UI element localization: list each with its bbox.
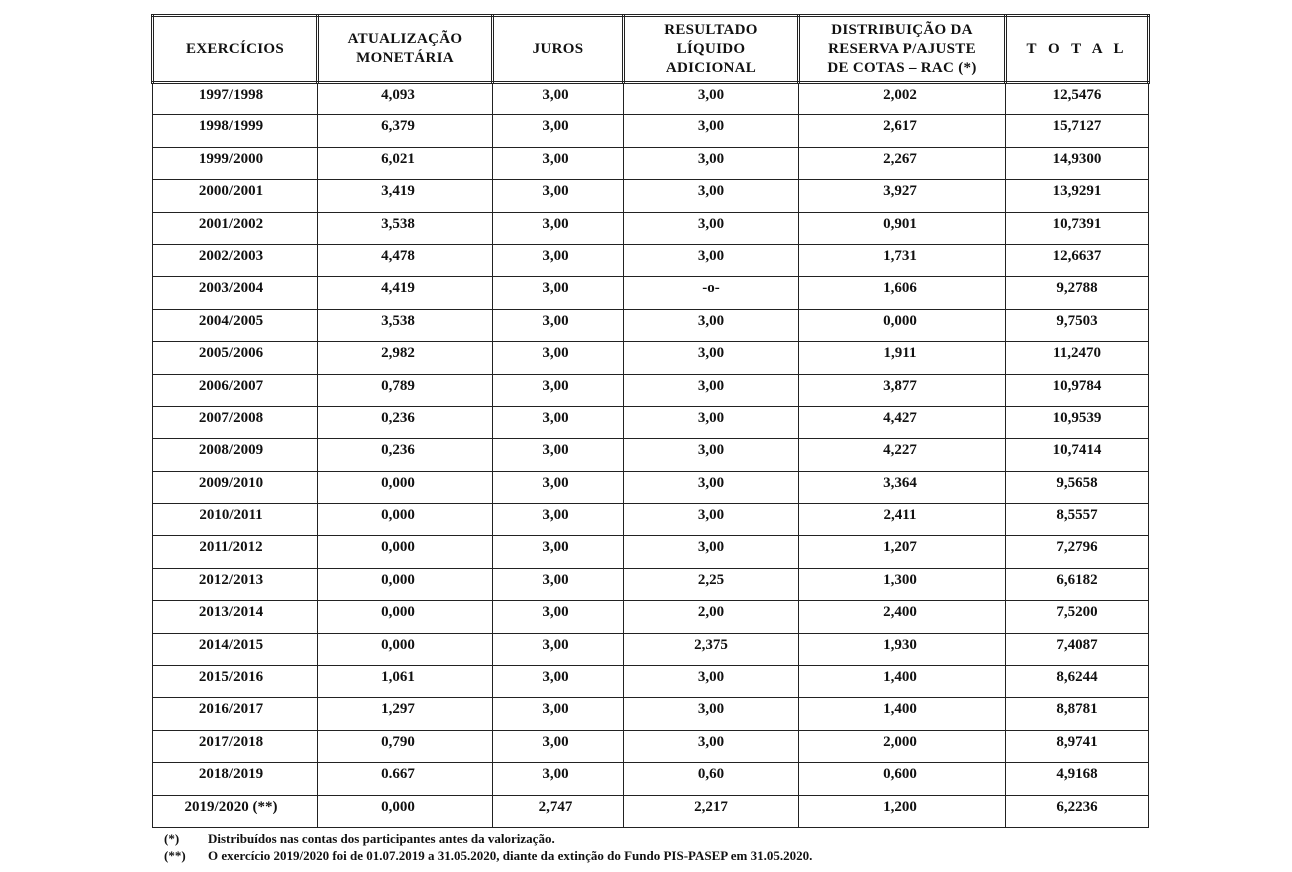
table-row: [153, 147, 1149, 179]
table-row: [153, 536, 1149, 568]
cell-resultado-liquido-adicional: 3,00: [624, 374, 799, 406]
footnote-mark: (*): [164, 830, 180, 846]
cell-distribuicao-rac: 1,200: [799, 795, 1006, 827]
cell-atualizacao-monetaria: 3,538: [318, 309, 493, 341]
cell-atualizacao-monetaria: 3,538: [318, 212, 493, 244]
cell-resultado-liquido-adicional: 3,00: [624, 115, 799, 147]
cell-exercicios: 2004/2005: [153, 309, 318, 341]
cell-resultado-liquido-adicional: 3,00: [624, 147, 799, 179]
header-total: [1006, 16, 1149, 83]
cell-juros: 3,00: [493, 633, 624, 665]
table-row: [153, 763, 1149, 795]
cell-atualizacao-monetaria: 3,419: [318, 180, 493, 212]
cell-exercicios: 2014/2015: [153, 633, 318, 665]
table-row: [153, 212, 1149, 244]
cell-juros: 3,00: [493, 180, 624, 212]
cell-juros: 3,00: [493, 342, 624, 374]
header-atualizacao-monetaria: [318, 16, 493, 83]
cell-atualizacao-monetaria: 6,379: [318, 115, 493, 147]
cell-resultado-liquido-adicional: 3,00: [624, 212, 799, 244]
cell-juros: 3,00: [493, 763, 624, 795]
table-row: [153, 795, 1149, 827]
table-row: [153, 633, 1149, 665]
cell-exercicios: 2013/2014: [153, 601, 318, 633]
table-row: [153, 115, 1149, 147]
cell-resultado-liquido-adicional: 3,00: [624, 180, 799, 212]
cell-atualizacao-monetaria: 4,093: [318, 83, 493, 115]
cell-exercicios: 1997/1998: [153, 83, 318, 115]
cell-resultado-liquido-adicional: 3,00: [624, 471, 799, 503]
cell-exercicios: 2019/2020 (**): [153, 795, 318, 827]
footnotes: [151, 830, 1147, 864]
cell-juros: 3,00: [493, 244, 624, 276]
cell-total: 13,9291: [1006, 180, 1149, 212]
cell-distribuicao-rac: 1,731: [799, 244, 1006, 276]
cell-distribuicao-rac: 1,400: [799, 666, 1006, 698]
header-line: EXERCÍCIOS: [185, 40, 285, 57]
header-line: JUROS: [532, 40, 584, 57]
cell-total: 12,6637: [1006, 244, 1149, 276]
footnote-text: Distribuídos nas contas dos participantes antes da valorização.: [208, 830, 555, 846]
cell-juros: 3,00: [493, 601, 624, 633]
cell-distribuicao-rac: 1,300: [799, 568, 1006, 600]
cell-distribuicao-rac: 1,911: [799, 342, 1006, 374]
table-row: [153, 244, 1149, 276]
cell-atualizacao-monetaria: 0,236: [318, 406, 493, 438]
cell-distribuicao-rac: 2,267: [799, 147, 1006, 179]
cell-exercicios: 1999/2000: [153, 147, 318, 179]
cell-total: 9,5658: [1006, 471, 1149, 503]
cell-exercicios: 2015/2016: [153, 666, 318, 698]
cell-exercicios: 2009/2010: [153, 471, 318, 503]
footnote-text: O exercício 2019/2020 foi de 01.07.2019 a 31.05.2020, diante da extinção do Fundo PIS-PASEP em 31.05.2020.: [208, 847, 813, 863]
cell-atualizacao-monetaria: 0,790: [318, 730, 493, 762]
cell-juros: 3,00: [493, 147, 624, 179]
cell-resultado-liquido-adicional: 3,00: [624, 342, 799, 374]
header-line: LÍQUIDO: [676, 40, 746, 57]
cell-exercicios: 2005/2006: [153, 342, 318, 374]
cell-atualizacao-monetaria: 2,982: [318, 342, 493, 374]
cell-distribuicao-rac: 2,411: [799, 504, 1006, 536]
cell-exercicios: 2010/2011: [153, 504, 318, 536]
cell-juros: 3,00: [493, 115, 624, 147]
cell-atualizacao-monetaria: 0,000: [318, 795, 493, 827]
header-row: [153, 16, 1149, 83]
cell-juros: 3,00: [493, 698, 624, 730]
cell-total: 6,2236: [1006, 795, 1149, 827]
cell-juros: 3,00: [493, 568, 624, 600]
cell-distribuicao-rac: 2,002: [799, 83, 1006, 115]
cell-juros: 2,747: [493, 795, 624, 827]
cell-distribuicao-rac: 1,930: [799, 633, 1006, 665]
cell-total: 7,4087: [1006, 633, 1149, 665]
cell-distribuicao-rac: 0,000: [799, 309, 1006, 341]
cell-atualizacao-monetaria: 0.667: [318, 763, 493, 795]
footnote-mark: (**): [164, 847, 186, 863]
cell-distribuicao-rac: 1,207: [799, 536, 1006, 568]
cell-exercicios: 2017/2018: [153, 730, 318, 762]
table-row: [153, 504, 1149, 536]
cell-distribuicao-rac: 2,000: [799, 730, 1006, 762]
header-line: ADICIONAL: [665, 59, 757, 76]
cell-juros: 3,00: [493, 439, 624, 471]
cell-atualizacao-monetaria: 0,000: [318, 536, 493, 568]
footnote: [151, 830, 1147, 847]
table-row: [153, 309, 1149, 341]
cell-resultado-liquido-adicional: 3,00: [624, 406, 799, 438]
cell-atualizacao-monetaria: 0,789: [318, 374, 493, 406]
cell-resultado-liquido-adicional: 3,00: [624, 666, 799, 698]
cell-atualizacao-monetaria: 6,021: [318, 147, 493, 179]
cell-juros: 3,00: [493, 730, 624, 762]
rates-table: [151, 14, 1150, 828]
cell-resultado-liquido-adicional: -o-: [624, 277, 799, 309]
table-row: [153, 698, 1149, 730]
cell-total: 7,5200: [1006, 601, 1149, 633]
cell-resultado-liquido-adicional: 2,00: [624, 601, 799, 633]
table-row: [153, 666, 1149, 698]
cell-juros: 3,00: [493, 277, 624, 309]
cell-total: 8,5557: [1006, 504, 1149, 536]
header-exercicios: [153, 16, 318, 83]
cell-exercicios: 2007/2008: [153, 406, 318, 438]
table-row: [153, 374, 1149, 406]
cell-atualizacao-monetaria: 4,478: [318, 244, 493, 276]
cell-total: 8,6244: [1006, 666, 1149, 698]
cell-total: 8,9741: [1006, 730, 1149, 762]
cell-exercicios: 2000/2001: [153, 180, 318, 212]
cell-total: 8,8781: [1006, 698, 1149, 730]
cell-total: 4,9168: [1006, 763, 1149, 795]
table-row: [153, 342, 1149, 374]
cell-distribuicao-rac: 3,927: [799, 180, 1006, 212]
cell-resultado-liquido-adicional: 3,00: [624, 730, 799, 762]
cell-distribuicao-rac: 1,400: [799, 698, 1006, 730]
cell-juros: 3,00: [493, 374, 624, 406]
cell-exercicios: 2002/2003: [153, 244, 318, 276]
table-row: [153, 439, 1149, 471]
cell-juros: 3,00: [493, 666, 624, 698]
cell-juros: 3,00: [493, 471, 624, 503]
cell-resultado-liquido-adicional: 2,217: [624, 795, 799, 827]
cell-distribuicao-rac: 2,400: [799, 601, 1006, 633]
cell-exercicios: 1998/1999: [153, 115, 318, 147]
cell-exercicios: 2003/2004: [153, 277, 318, 309]
cell-resultado-liquido-adicional: 2,375: [624, 633, 799, 665]
cell-distribuicao-rac: 3,877: [799, 374, 1006, 406]
table-row: [153, 277, 1149, 309]
cell-total: 10,7391: [1006, 212, 1149, 244]
cell-distribuicao-rac: 3,364: [799, 471, 1006, 503]
table-row: [153, 180, 1149, 212]
cell-total: 9,7503: [1006, 309, 1149, 341]
table-row: [153, 730, 1149, 762]
cell-total: 12,5476: [1006, 83, 1149, 115]
cell-resultado-liquido-adicional: 3,00: [624, 244, 799, 276]
table-row: [153, 83, 1149, 115]
table-header: [153, 16, 1149, 83]
cell-juros: 3,00: [493, 309, 624, 341]
cell-total: 10,7414: [1006, 439, 1149, 471]
cell-total: 9,2788: [1006, 277, 1149, 309]
cell-resultado-liquido-adicional: 0,60: [624, 763, 799, 795]
header-line: RESERVA P/AJUSTE: [828, 40, 976, 57]
cell-total: 10,9784: [1006, 374, 1149, 406]
cell-atualizacao-monetaria: 1,297: [318, 698, 493, 730]
cell-resultado-liquido-adicional: 3,00: [624, 536, 799, 568]
cell-exercicios: 2018/2019: [153, 763, 318, 795]
table-row: [153, 601, 1149, 633]
header-line: DISTRIBUIÇÃO DA: [831, 21, 973, 38]
cell-juros: 3,00: [493, 536, 624, 568]
cell-resultado-liquido-adicional: 3,00: [624, 309, 799, 341]
cell-atualizacao-monetaria: 0,236: [318, 439, 493, 471]
cell-atualizacao-monetaria: 0,000: [318, 471, 493, 503]
header-line: MONETÁRIA: [356, 50, 454, 66]
cell-resultado-liquido-adicional: 3,00: [624, 698, 799, 730]
header-line: DE COTAS – RAC (*): [827, 59, 977, 76]
cell-distribuicao-rac: 4,427: [799, 406, 1006, 438]
cell-exercicios: 2012/2013: [153, 568, 318, 600]
header-juros: [493, 16, 624, 83]
document: [151, 14, 1147, 864]
cell-distribuicao-rac: 0,600: [799, 763, 1006, 795]
cell-atualizacao-monetaria: 1,061: [318, 666, 493, 698]
cell-resultado-liquido-adicional: 3,00: [624, 439, 799, 471]
cell-atualizacao-monetaria: 0,000: [318, 504, 493, 536]
cell-juros: 3,00: [493, 504, 624, 536]
cell-juros: 3,00: [493, 406, 624, 438]
cell-total: 10,9539: [1006, 406, 1149, 438]
table-row: [153, 568, 1149, 600]
table-row: [153, 406, 1149, 438]
header-line: T O T A L: [1026, 40, 1128, 57]
cell-atualizacao-monetaria: 4,419: [318, 277, 493, 309]
cell-total: 11,2470: [1006, 342, 1149, 374]
cell-exercicios: 2008/2009: [153, 439, 318, 471]
header-line: ATUALIZAÇÃO: [347, 31, 463, 47]
table-row: [153, 471, 1149, 503]
cell-atualizacao-monetaria: 0,000: [318, 633, 493, 665]
cell-exercicios: 2001/2002: [153, 212, 318, 244]
cell-distribuicao-rac: 2,617: [799, 115, 1006, 147]
cell-resultado-liquido-adicional: 3,00: [624, 83, 799, 115]
cell-exercicios: 2016/2017: [153, 698, 318, 730]
cell-juros: 3,00: [493, 83, 624, 115]
cell-atualizacao-monetaria: 0,000: [318, 601, 493, 633]
header-resultado-liquido-adicional: [624, 16, 799, 83]
header-line: RESULTADO: [664, 21, 758, 38]
cell-resultado-liquido-adicional: 3,00: [624, 504, 799, 536]
table-body: [153, 83, 1149, 828]
cell-distribuicao-rac: 4,227: [799, 439, 1006, 471]
cell-total: 6,6182: [1006, 568, 1149, 600]
cell-total: 15,7127: [1006, 115, 1149, 147]
header-distribuicao-rac: [799, 16, 1006, 83]
footnote: [151, 847, 1147, 864]
cell-atualizacao-monetaria: 0,000: [318, 568, 493, 600]
cell-exercicios: 2006/2007: [153, 374, 318, 406]
cell-juros: 3,00: [493, 212, 624, 244]
cell-exercicios: 2011/2012: [153, 536, 318, 568]
cell-total: 7,2796: [1006, 536, 1149, 568]
cell-distribuicao-rac: 1,606: [799, 277, 1006, 309]
cell-resultado-liquido-adicional: 2,25: [624, 568, 799, 600]
cell-total: 14,9300: [1006, 147, 1149, 179]
cell-distribuicao-rac: 0,901: [799, 212, 1006, 244]
